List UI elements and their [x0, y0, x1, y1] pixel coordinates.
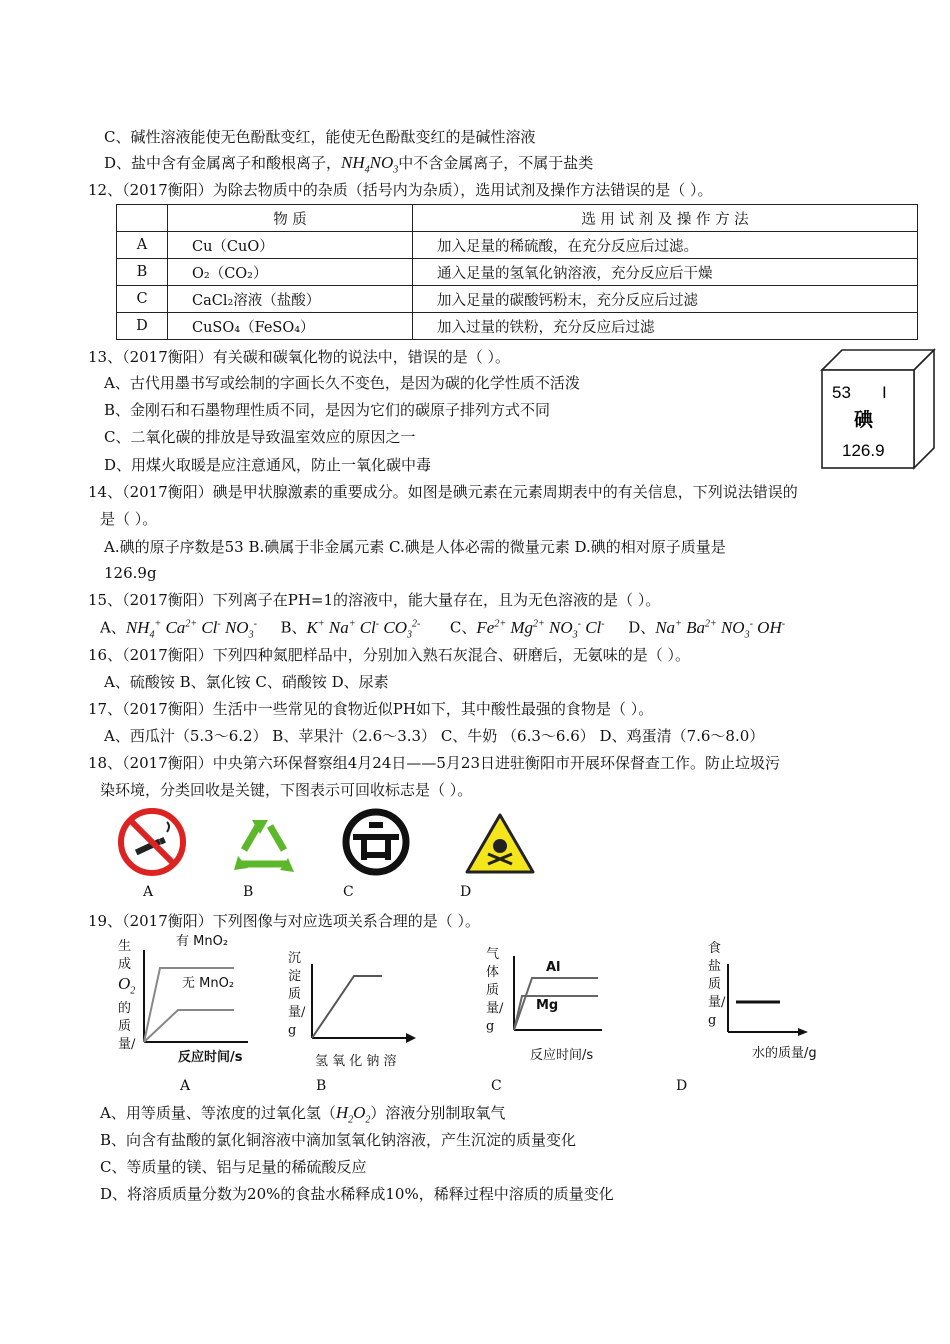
graph-a-without-mno2: 无 MnO₂	[182, 976, 235, 991]
q13-option-c: C、二氧化碳的排放是导致温室效应的原因之一	[104, 428, 416, 446]
q14-stem-2: 是（ ）。	[100, 510, 158, 528]
graph-a-chart	[138, 950, 258, 1050]
q15-label-b: B、	[280, 618, 307, 637]
row-substance: CaCl₂溶液（盐酸）	[168, 286, 413, 313]
q19-label-c: C	[491, 1078, 502, 1094]
row-substance: O₂（CO₂）	[168, 259, 413, 286]
graph-c-mg: Mg	[536, 998, 559, 1013]
table-header-cell: 选 用 试 剂 及 操 作 方 法	[413, 205, 918, 232]
ion-set-c: $Fe^{2+}$ $Mg^{2+}$ $NO_3^-$ Cl-	[476, 617, 605, 641]
circle-symbol-icon	[339, 806, 413, 878]
q14-options-2: 126.9g	[104, 564, 157, 582]
q17-options: A、西瓜汁（5.3～6.2） B、苹果汁（2.6～3.3） C、牛奶 （6.3～6.6） D、鸡蛋清（7.6～8.0）	[104, 727, 765, 745]
q13-stem: 13、（2017衡阳）有关碳和碳氧化物的说法中，错误的是（ ）。	[88, 348, 511, 366]
iodine-name: 碘	[854, 409, 874, 431]
table-row	[117, 313, 918, 340]
q11-option-c: C、碱性溶液能使无色酚酞变红，能使无色酚酞变红的是碱性溶液	[104, 128, 536, 146]
q14-stem-1: 14、（2017衡阳）碘是甲状腺激素的重要成分。如图是碘元素在元素周期表中的有关信息，下列说法错误的	[88, 483, 798, 501]
q15-stem: 15、（2017衡阳）下列离子在PH=1的溶液中，能大量存在，且为无色溶液的是（ ）。	[88, 591, 661, 609]
graph-a-xlabel: 反应时间/s	[178, 1050, 243, 1065]
recycle-icon	[228, 818, 300, 876]
q13-option-b: B、金刚石和石墨物理性质不同，是因为它们的碳原子排列方式不同	[104, 401, 551, 419]
row-option: A	[117, 232, 168, 259]
q17-stem: 17、（2017衡阳）生活中一些常见的食物近似PH如下，其中酸性最强的食物是（ ）。	[88, 700, 654, 718]
toxic-warning-icon	[464, 812, 536, 876]
iodine-element-tile	[818, 348, 938, 470]
graph-b-chart	[306, 964, 416, 1046]
q15-label-a: A、	[100, 618, 126, 637]
table-header-row	[117, 205, 918, 232]
q19-option-c: C、等质量的镁、铝与足量的稀硫酸反应	[100, 1158, 367, 1176]
q11-d-pre: D、盐中含有金属离子和酸根离子，	[104, 154, 342, 172]
ion-set-d: Na+ $Ba^{2+}$ $NO_3^-$ OH-	[655, 617, 786, 641]
q15-options	[100, 614, 785, 645]
q19-label-b: B	[316, 1078, 327, 1094]
row-option: B	[117, 259, 168, 286]
table-row	[117, 286, 918, 313]
graph-d-ylabel: 食盐质量/g	[708, 941, 726, 1028]
row-method: 加入足量的碳酸钙粉末，充分反应后过滤	[413, 286, 918, 313]
q18-label-c: C	[343, 884, 354, 900]
q16-options: A、硫酸铵 B、氯化铵 C、硝酸铵 D、尿素	[104, 673, 389, 691]
q11-d-post: 中不含金属离子，不属于盐类	[398, 154, 594, 172]
row-substance: Cu（CuO）	[168, 232, 413, 259]
q15-label-d: D、	[628, 618, 656, 637]
q13-option-d: D、用煤火取暖是应注意通风，防止一氧化碳中毒	[104, 456, 432, 474]
graph-c-xlabel: 反应时间/s	[530, 1048, 594, 1063]
q18-label-b: B	[243, 884, 254, 900]
row-method: 通入足量的氢氧化钠溶液，充分反应后干燥	[413, 259, 918, 286]
h2o2-formula: $H_2O_2$	[335, 1103, 371, 1126]
graph-c-ylabel: 气体质量/g	[486, 947, 504, 1034]
iodine-mass: 126.9	[842, 441, 885, 460]
nh4no3-formula: $NH_4NO_3$	[341, 153, 399, 176]
q16-stem: 16、（2017衡阳）下列四种氮肥样品中，分别加入熟石灰混合、研磨后，无氨味的是（ ）。	[88, 646, 691, 664]
q12-table	[116, 204, 918, 340]
graph-a-ylabel-1: 生成	[118, 939, 132, 972]
row-option: D	[117, 313, 168, 340]
q19-label-a: A	[180, 1078, 191, 1094]
q18-label-d: D	[460, 884, 472, 900]
row-method: 加入过量的铁粉，充分反应后过滤	[413, 313, 918, 340]
table-header-cell	[117, 205, 168, 232]
q13-option-a: A、古代用墨书写或绘制的字画长久不变色，是因为碳的化学性质不活泼	[104, 374, 580, 392]
graph-d-xlabel: 水的质量/g	[752, 1046, 817, 1061]
graph-b-ylabel: 沉淀质量/g	[288, 951, 306, 1038]
graph-c-al: Al	[546, 960, 561, 975]
q15-label-c: C、	[449, 618, 477, 637]
table-row	[117, 232, 918, 259]
row-option: C	[117, 286, 168, 313]
q18-stem-1: 18、（2017衡阳）中央第六环保督察组4月24日——5月23日进驻衡阳市开展环保督查工作。防止垃圾污	[88, 754, 781, 772]
graph-b-xlabel: 氢 氧 化 钠 溶	[315, 1054, 397, 1069]
ion-set-b: K+ Na+ Cl- $CO_3^{2-}$	[306, 617, 421, 641]
q19-option-b: B、向含有盐酸的氯化铜溶液中滴加氢氧化钠溶液，产生沉淀的质量变化	[100, 1131, 577, 1149]
graph-a-with-mno2: 有 MnO₂	[176, 934, 229, 949]
q12-stem: 12、（2017衡阳）为除去物质中的杂质（括号内为杂质），选用试剂及操作方法错误的是（ ）。	[88, 181, 713, 199]
q11-option-d	[104, 153, 593, 180]
q14-options: A.碘的原子序数是53 B.碘属于非金属元素 C.碘是人体必需的微量元素 D.碘的相对原子质量是	[104, 538, 726, 556]
graph-d-chart	[726, 964, 810, 1040]
iodine-symbol: I	[882, 383, 887, 402]
q18-label-a: A	[143, 884, 154, 900]
table-header-cell: 物 质	[168, 205, 413, 232]
q19-option-a: A、用等质量、等浓度的过氧化氢$(H_2O_2)$溶液分别制取氧气	[100, 1103, 506, 1126]
iodine-number: 53	[832, 383, 851, 402]
ion-set-a: $NH_4^+$ $Ca^{2+}$ Cl- $NO_3^-$	[125, 617, 257, 641]
q18-stem-2: 染环境，分类回收是关键，下图表示可回收标志是（ ）。	[100, 781, 473, 799]
table-row	[117, 259, 918, 286]
q19-stem: 19、（2017衡阳）下列图像与对应选项关系合理的是（ ）。	[88, 912, 481, 930]
graph-a-ylabel-2: 的质量/	[118, 1001, 136, 1052]
graph-a-ylabel-o2: $O_2$	[118, 974, 136, 997]
no-smoking-icon	[117, 808, 187, 876]
row-substance: CuSO₄（FeSO₄）	[168, 313, 413, 340]
q19-label-d: D	[676, 1078, 688, 1094]
row-method: 加入足量的稀硫酸，在充分反应后过滤。	[413, 232, 918, 259]
q19-option-d: D、将溶质质量分数为20%的食盐水稀释成10%，稀释过程中溶质的质量变化	[100, 1185, 614, 1203]
